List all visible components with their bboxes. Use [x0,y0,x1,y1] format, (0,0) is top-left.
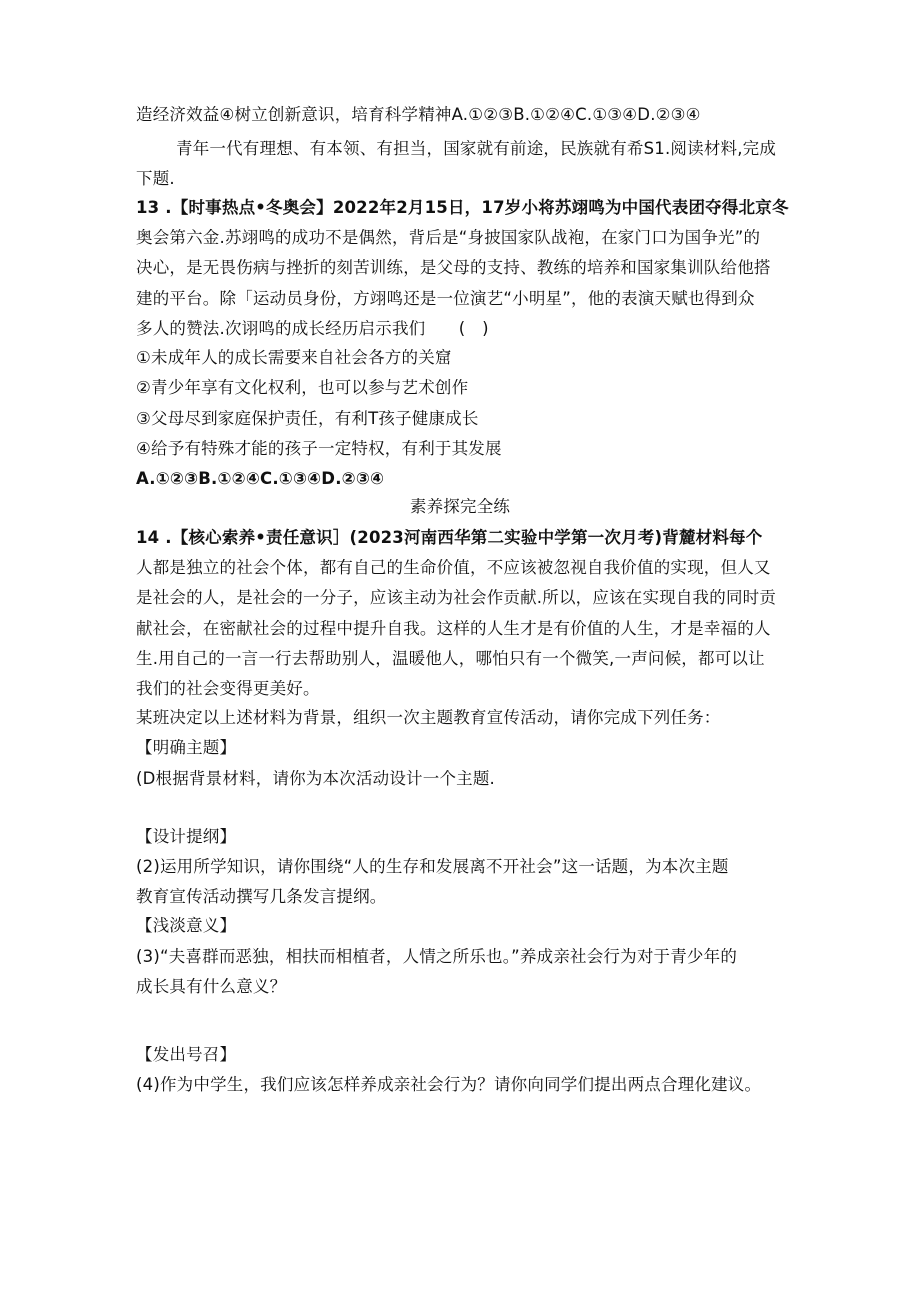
sub-question-4: (4)作为中学生，我们应该怎样养成亲社会行为？请你向同学们提出两点合理化建议。 [136,1075,762,1094]
text-line: 造经济效益④树立创新意识，培育科学精神A.①②③B.①②④C.①③④D.②③④ [136,105,701,124]
question-13-heading: 13 .【时事热点•冬奥会】2022年2月15日，17岁小将苏翊鸣为中国代表团夺得北京冬 [136,198,789,217]
option-2: ②青少年享有文化权利，也可以参与艺术创作 [136,378,469,397]
section-label-meaning: 【浅淡意义】 [136,916,237,935]
section-label-outline: 【设计提纲】 [136,827,237,846]
question-14-heading: 14 .【核心索养•责任意识］(2023河南西华第二实验中学第一次月考)背麓材料每个 [136,528,763,547]
section-label-call: 【发出号召】 [136,1045,237,1064]
text-line: 生.用自己的一言一行去帮助别人，温暖他人，哪怕只有一个微笑,一声问候，都可以让 [136,649,765,668]
section-label-theme: 【明确主题】 [136,738,237,757]
text-line: 下题. [136,169,175,188]
text-line: 多人的赞法.次诩鸣的成长经历启示我们 ( ) [136,319,489,338]
answer-choices: A.①②③B.①②④C.①③④D.②③④ [136,469,385,488]
option-1: ①未成年人的成长需要来自社会各方的关窟 [136,348,452,367]
text-line: 奥会第六金.苏翊鸣的成功不是偶然，背后是“身披国家队战袍，在家门口为国争光”的 [136,228,761,247]
text-line: 教育宣传活动撰写几条发言提纲。 [136,887,387,906]
text-line: 某班决定以上述材料为背景，组织一次主题教育宣传活动，请你完成下列任务： [136,708,721,727]
text-line: 我们的社会变得更美好。 [136,679,320,698]
sub-question-2: (2)运用所学知识，请你围绕“人的生存和发展离不开社会”这一话题，为本次主题 [136,857,729,876]
text-line: 成长具有什么意义？ [136,977,287,996]
text-line: 人都是独立的社会个体，都有自己的生命价值，不应该被忽视自我价值的实现，但人又 [136,558,771,577]
text-line: 是社会的人，是社会的一分子，应该主动为社会作贡献.所以，应该在实现自我的同时贡 [136,588,777,607]
text-line: 献社会，在密献社会的过程中提升自我。这样的人生才是有价值的人生，才是幸福的人 [136,619,771,638]
sub-question-3: (3)“夫喜群而恶独，相扶而相植者，人情之所乐也。”养成亲社会行为对于青少年的 [136,947,738,966]
text-line: 青年一代有理想、有本领、有担当，国家就有前途，民族就有希S1.阅读材料,完成 [176,139,777,158]
option-3: ③父母尽到家庭保护责任，有利T孩子健康成长 [136,409,479,428]
sub-question-1: (D根据背景材料，请你为本次活动设计一个主题. [136,769,495,788]
section-title: 素养探完全练 [409,497,511,516]
text-line: 决心，是无畏伤病与挫折的刻苦训练，是父母的支持、教练的培养和国家集训队给他搭 [136,258,771,277]
option-4: ④给予有特殊才能的孩子一定特权，有利于其发展 [136,439,502,458]
text-line: 建的平台。除「运动员身份，方翊鸣还是一位演艺“小明星”，他的表演天赋也得到众 [136,289,755,308]
